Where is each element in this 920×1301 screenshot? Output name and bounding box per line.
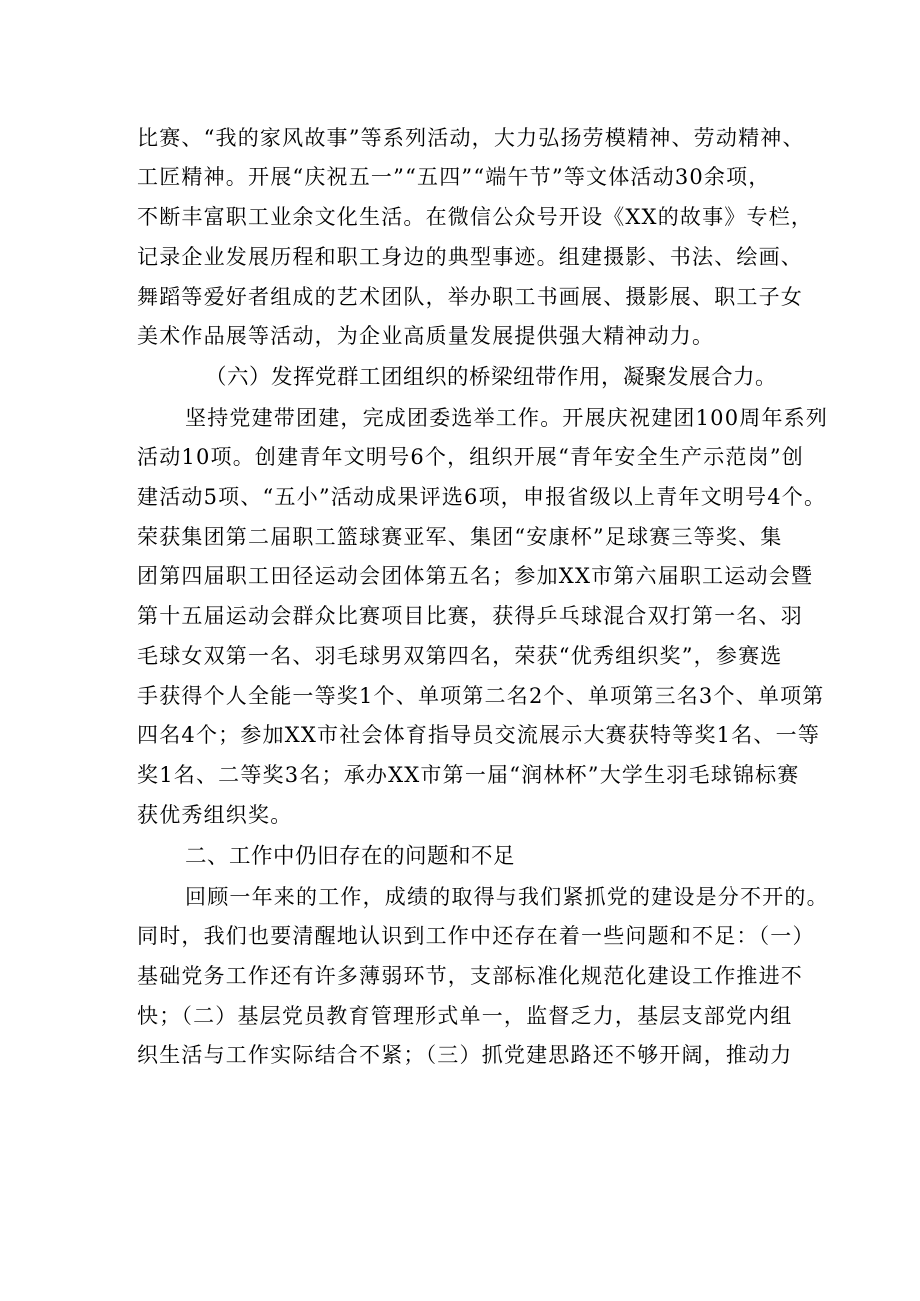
- paragraph-2-line-4: 荣获集团第二届职工篮球赛亚军、集团“安康杯”足球赛三等奖、集: [137, 525, 783, 549]
- paragraph-2-line-10: 奖1名、二等奖3名；承办XX市第一届“润林杯”大学生羽毛球锦标赛: [137, 763, 800, 787]
- paragraph-3-line-1: 回顾一年来的工作，成绩的取得与我们紧抓党的建设是分不开的。: [185, 885, 829, 909]
- paragraph-1-line-3: 不断丰富职工业余文化生活。在微信公众号开设《XX的故事》专栏，: [137, 205, 814, 229]
- paragraph-2-line-1: 坚持党建带团建，完成团委选举工作。开展庆祝建团100周年系列: [185, 406, 829, 430]
- paragraph-1-line-2: 工匠精神。开展“庆祝五一”“五四”“端午节”等文体活动30余项，: [137, 165, 771, 189]
- paragraph-2-line-11: 获优秀组织奖。: [137, 803, 293, 827]
- paragraph-2-line-2: 活动10项。创建青年文明号6个，组织开展“青年安全生产示范岗”创: [137, 445, 804, 469]
- paragraph-3-line-3: 基础党务工作还有许多薄弱环节，支部标准化规范化建设工作推进不: [137, 964, 803, 988]
- paragraph-2-line-9: 四名4个；参加XX市社会体育指导员交流展示大赛获特等奖1名、一等: [137, 723, 821, 747]
- paragraph-2-line-6: 第十五届运动会群众比赛项目比赛，获得乒乓球混合双打第一名、羽: [137, 604, 803, 628]
- paragraph-2-line-5: 团第四届职工田径运动会团体第五名；参加XX市第六届职工运动会暨: [137, 564, 814, 588]
- paragraph-1-line-6: 美术作品展等活动，为企业高质量发展提供强大精神动力。: [137, 324, 715, 348]
- section-2-heading: 二、工作中仍旧存在的问题和不足: [185, 844, 516, 869]
- paragraph-2-line-8: 手获得个人全能一等奖1个、单项第二名2个、单项第三名3个、单项第: [137, 684, 825, 708]
- paragraph-3-line-5: 织生活与工作实际结合不紧；（三）抓党建思路还不够开阔，推动力: [137, 1043, 793, 1067]
- paragraph-2-line-3: 建活动5项、“五小”活动成果评选6项，申报省级以上青年文明号4个。: [137, 485, 827, 509]
- subheading-6: （六）发挥党群工团组织的桥梁纽带作用，凝聚发展合力。: [205, 365, 778, 390]
- paragraph-3-line-2: 同时，我们也要清醒地认识到工作中还存在着一些问题和不足：（一）: [137, 924, 815, 948]
- paragraph-1-line-1: 比赛、“我的家风故事”等系列活动，大力弘扬劳模精神、劳动精神、: [137, 126, 805, 150]
- paragraph-1-line-5: 舞蹈等爱好者组成的艺术团队，举办职工书画展、摄影展、职工子女: [137, 285, 803, 309]
- paragraph-1-line-4: 记录企业发展历程和职工身边的典型事迹。组建摄影、书法、绘画、: [137, 245, 803, 269]
- paragraph-3-line-4: 快；（二）基层党员教育管理形式单一，监督乏力，基层支部党内组: [137, 1004, 793, 1028]
- paragraph-2-line-7: 毛球女双第一名、羽毛球男双第四名，荣获“优秀组织奖”，参赛选: [137, 644, 783, 668]
